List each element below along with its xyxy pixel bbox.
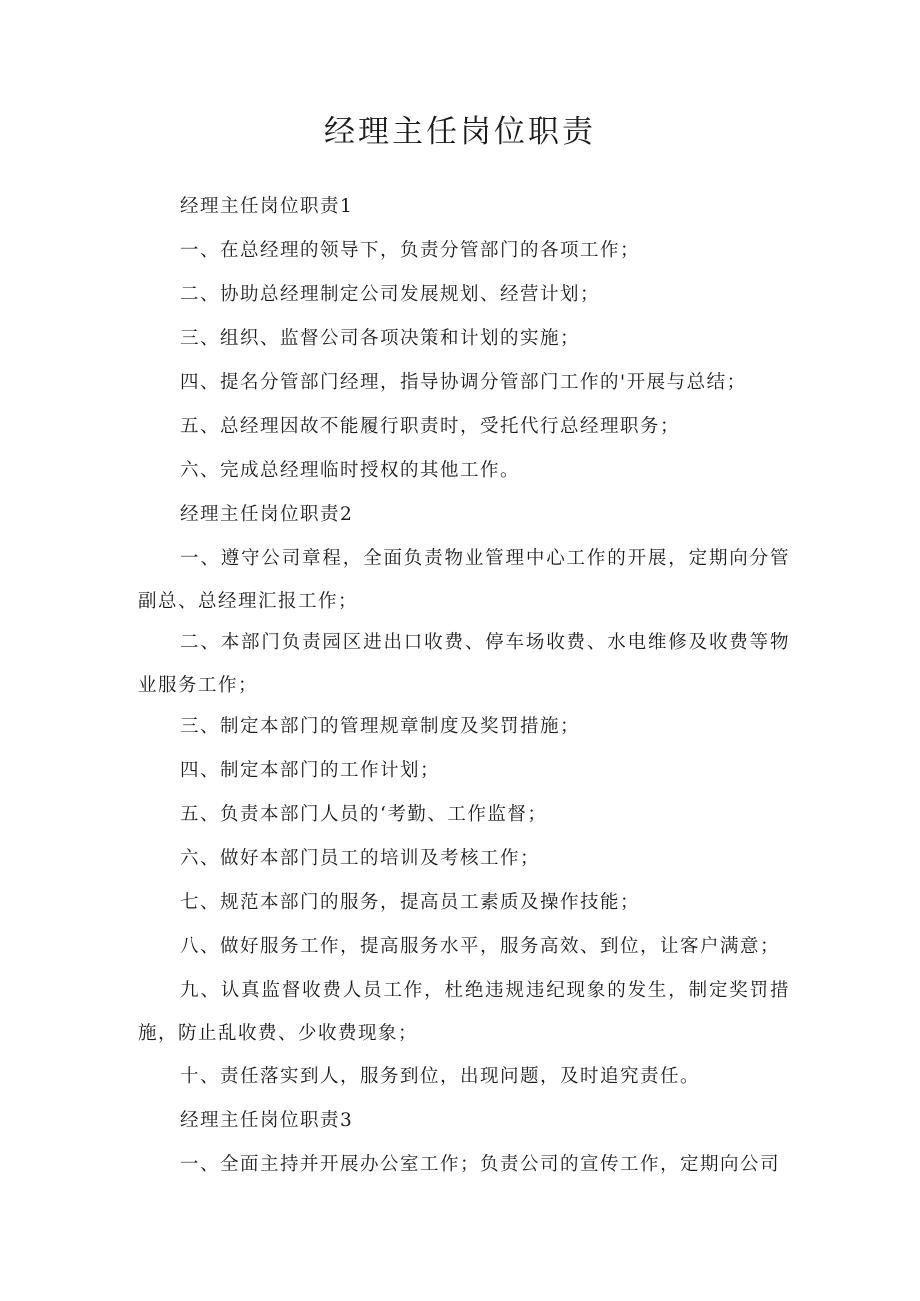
paragraph: 一、遵守公司章程，全面负责物业管理中心工作的开展，定期向分管副总、总经理汇报工作； bbox=[138, 548, 790, 612]
paragraph: 三、制定本部门的管理规章制度及奖罚措施； bbox=[180, 716, 581, 737]
section-heading-1: 经理主任岗位职责1 bbox=[180, 196, 354, 217]
paragraph: 一、全面主持并开展办公室工作；负责公司的宣传工作，定期向公司 bbox=[180, 1154, 781, 1175]
paragraph: 六、做好本部门员工的培训及考核工作； bbox=[180, 848, 541, 869]
paragraph: 六、完成总经理临时授权的其他工作。 bbox=[180, 460, 521, 481]
paragraph: 五、负责本部门人员的‘考勤、工作监督； bbox=[180, 804, 548, 825]
paragraph: 四、提名分管部门经理，指导协调分管部门工作的'开展与总结； bbox=[180, 372, 747, 393]
paragraph: 八、做好服务工作，提高服务水平，服务高效、到位，让客户满意； bbox=[180, 936, 781, 957]
paragraph: 一、在总经理的领导下，负责分管部门的各项工作； bbox=[180, 240, 641, 261]
page-title: 经理主任岗位职责 bbox=[324, 114, 596, 150]
section-heading-3: 经理主任岗位职责3 bbox=[180, 1110, 354, 1131]
paragraph: 七、规范本部门的服务，提高员工素质及操作技能； bbox=[180, 892, 641, 913]
section-heading-2: 经理主任岗位职责2 bbox=[180, 504, 354, 525]
paragraph: 九、认真监督收费人员工作，杜绝违规违纪现象的发生，制定奖罚措施，防止乱收费、少收费现象； bbox=[138, 980, 790, 1044]
paragraph: 五、总经理因故不能履行职责时，受托代行总经理职务； bbox=[180, 416, 681, 437]
paragraph: 四、制定本部门的工作计划； bbox=[180, 760, 441, 781]
paragraph: 二、协助总经理制定公司发展规划、经营计划； bbox=[180, 284, 601, 305]
paragraph: 二、本部门负责园区进出口收费、停车场收费、水电维修及收费等物业服务工作； bbox=[138, 632, 790, 696]
paragraph: 十、责任落实到人，服务到位，出现问题，及时追究责任。 bbox=[180, 1066, 701, 1087]
paragraph: 三、组织、监督公司各项决策和计划的实施； bbox=[180, 328, 581, 349]
